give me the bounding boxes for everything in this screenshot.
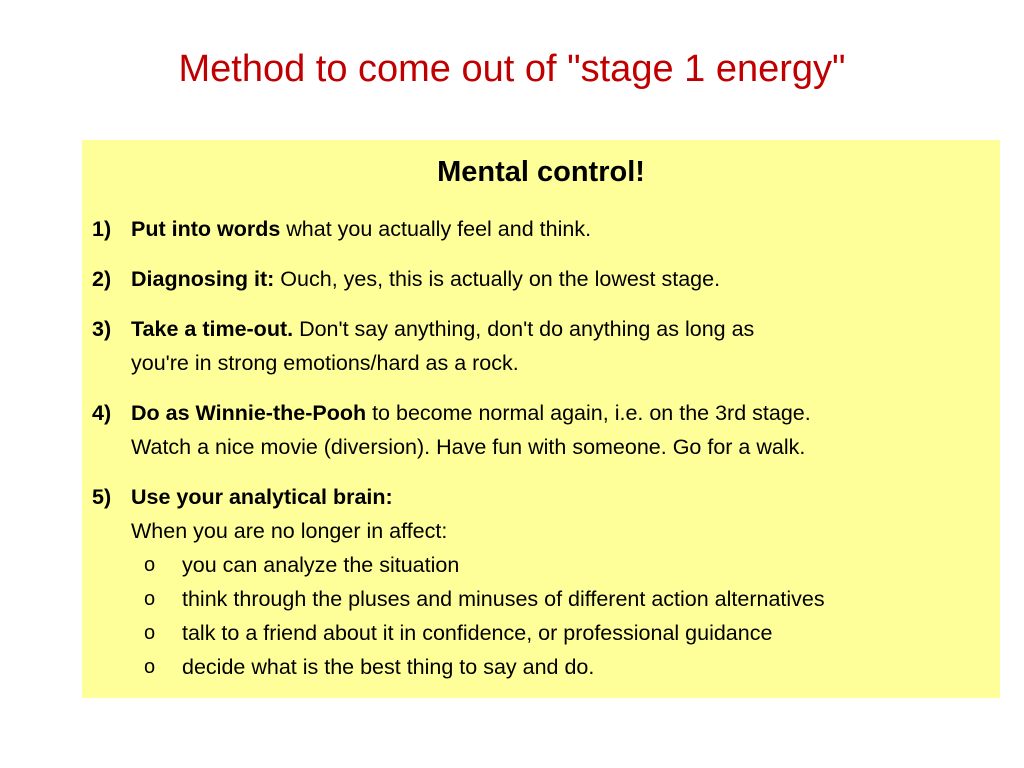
- sub-bullet-text: think through the pluses and minuses of different action alternatives: [182, 587, 825, 611]
- steps-list: [82, 212, 1000, 700]
- step-item-4: [82, 396, 1000, 464]
- mental-control-box: [82, 140, 1000, 698]
- step-line: [131, 312, 1000, 346]
- step-item-5: [82, 480, 1000, 684]
- step-number: 3): [92, 317, 112, 341]
- step-number: 1): [92, 217, 112, 241]
- step-text-continued: you're in strong emotions/hard as a rock.: [131, 351, 519, 375]
- slide-title: Method to come out of "stage 1 energy": [178, 48, 846, 90]
- step-line: [131, 212, 1000, 246]
- step-bold-text: Diagnosing it:: [131, 267, 275, 291]
- box-heading: Mental control!: [437, 156, 645, 188]
- step-text-continued: When you are no longer in affect:: [131, 519, 448, 543]
- sub-bullet: [131, 582, 1000, 616]
- sub-bullet-text: you can analyze the situation: [182, 553, 460, 577]
- sub-bullet-text: talk to a friend about it in confidence, or professional guidance: [182, 621, 773, 645]
- step-item-1: [82, 212, 1000, 246]
- step-text: Ouch, yes, this is actually on the lowest stage.: [274, 267, 721, 291]
- step-item-2: [82, 262, 1000, 296]
- bullet-circle-icon: o: [144, 656, 156, 678]
- sub-bullet-text: decide what is the best thing to say and do.: [182, 655, 595, 679]
- bullet-circle-icon: o: [144, 588, 156, 610]
- step-text: what you actually feel and think.: [280, 217, 592, 241]
- step-bold-text: Use your analytical brain:: [131, 485, 393, 509]
- step-text: to become normal again, i.e. on the 3rd stage.: [366, 401, 811, 425]
- step-number: 4): [92, 401, 112, 425]
- step-text: Don't say anything, don't do anything as long as: [293, 317, 755, 341]
- sub-bullet: [131, 650, 1000, 684]
- step-text-continued: Watch a nice movie (diversion). Have fun with someone. Go for a walk.: [131, 435, 806, 459]
- step-bold-text: Take a time-out.: [131, 317, 294, 341]
- step-line: [131, 262, 1000, 296]
- step-number: 2): [92, 267, 112, 291]
- sub-bullet: [131, 616, 1000, 650]
- step-number: 5): [92, 485, 112, 509]
- step-line: [131, 396, 1000, 430]
- step-item-3: [82, 312, 1000, 380]
- step-bold-text: Do as Winnie-the-Pooh: [131, 401, 367, 425]
- sub-bullet: [131, 548, 1000, 582]
- bullet-circle-icon: o: [144, 622, 156, 644]
- bullet-circle-icon: o: [144, 554, 156, 576]
- step-bold-text: Put into words: [131, 217, 281, 241]
